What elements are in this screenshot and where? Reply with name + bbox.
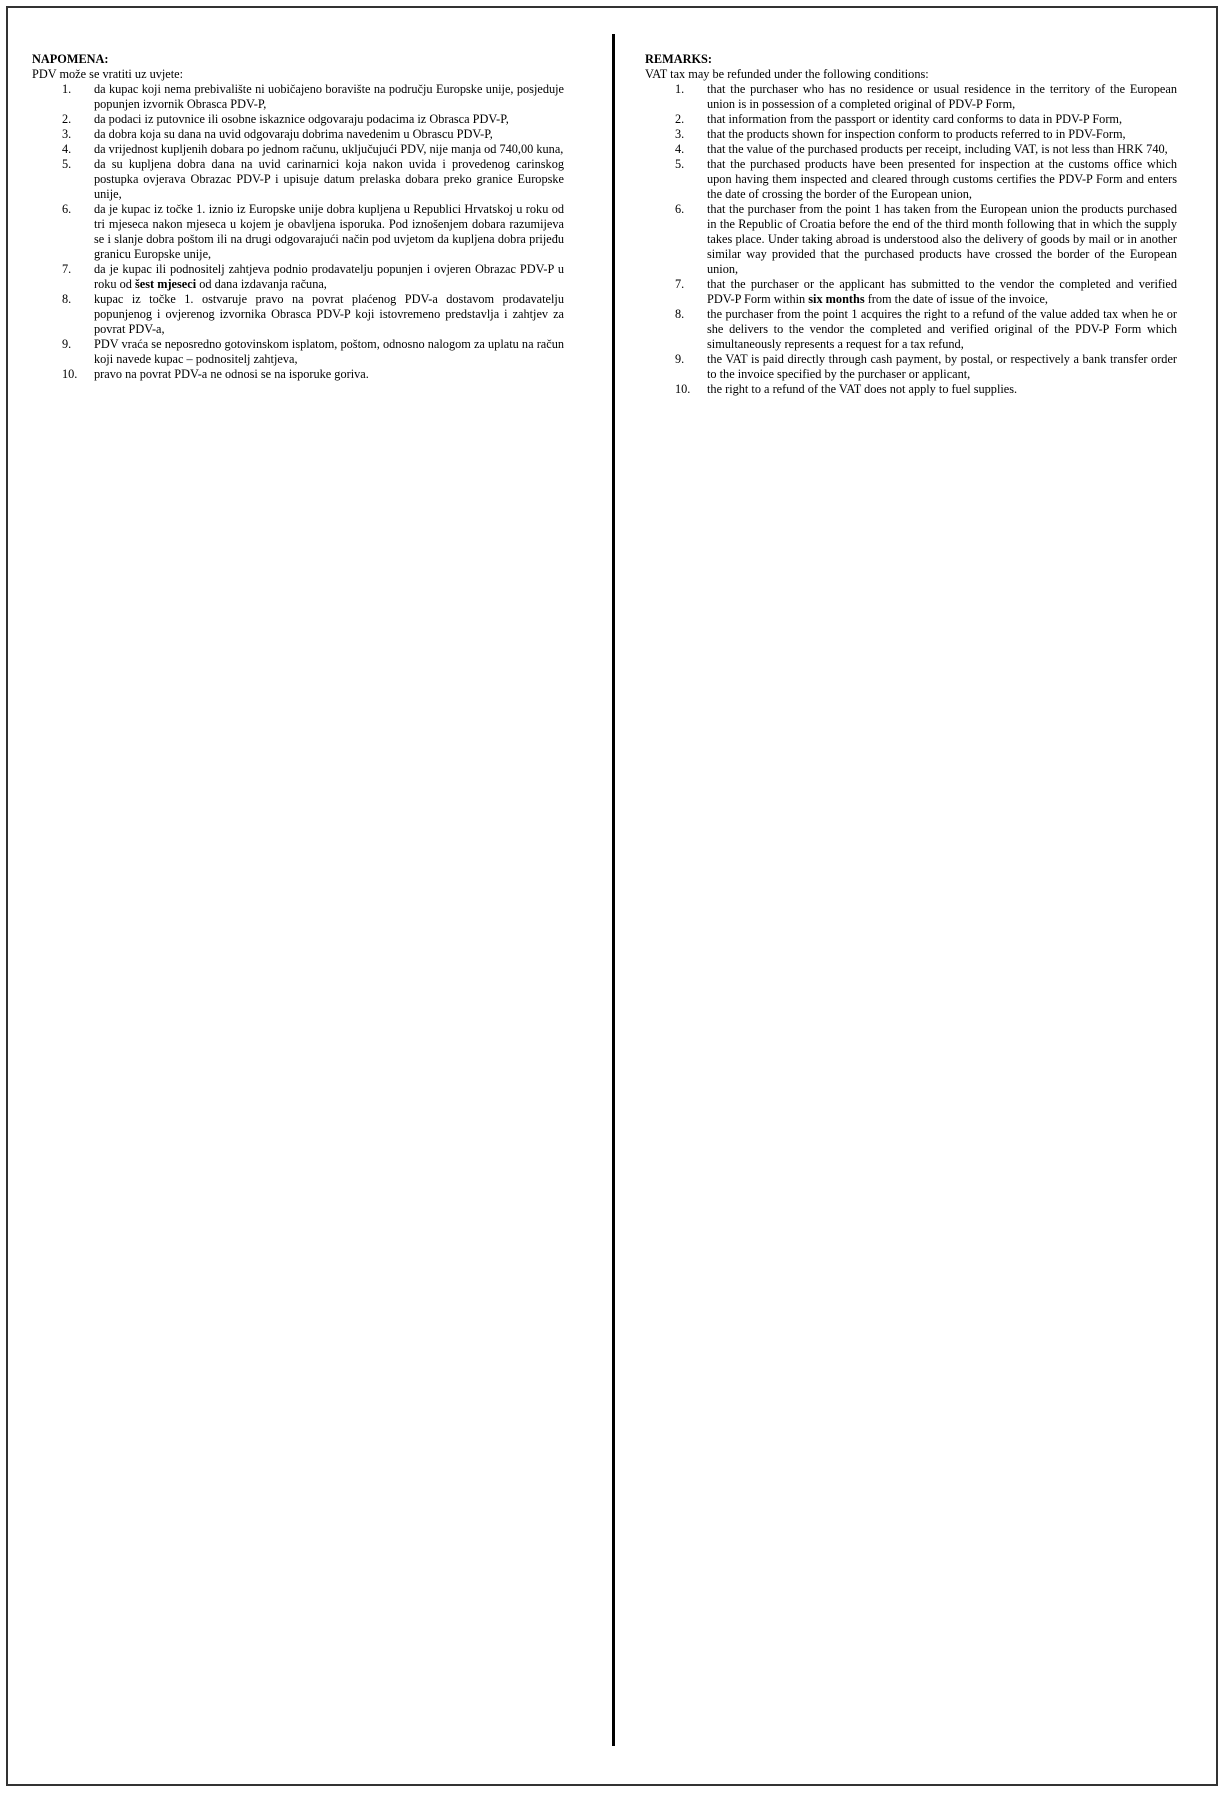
list-item	[32, 142, 564, 157]
deadline-bold: šest mjeseci	[135, 277, 197, 291]
item-number: 6.	[62, 202, 72, 216]
item-number: 2.	[675, 112, 685, 126]
item-number: 1.	[62, 82, 72, 96]
item-text	[94, 262, 564, 292]
croatian-remarks-column	[32, 52, 564, 382]
item-text-before: da je kupac ili podnositelj zahtjeva podnio prodavatelju popunjen i ovjeren Obrazac PDV-P u roku od	[94, 262, 564, 291]
column-divider	[612, 34, 615, 1746]
item-text: da dobra koja su dana na uvid odgovaraju dobrima navedenim u Obrascu PDV-P,	[94, 127, 493, 141]
column-intro: VAT tax may be refunded under the following conditions:	[645, 67, 929, 81]
item-number: 10.	[62, 367, 78, 381]
list-item	[645, 142, 1177, 157]
list-item	[32, 127, 564, 142]
item-text-after: od dana izdavanja računa,	[196, 277, 327, 291]
column-heading: REMARKS:	[645, 52, 712, 66]
list-item	[645, 352, 1177, 382]
item-text: kupac iz točke 1. ostvaruje pravo na povrat plaćenog PDV-a dostavom prodavatelju popunjenog i ovjerenog izvornika Obrasca PDV-P koji istovremeno predstavlja i zahtjev za povrat PDV-a,	[94, 292, 564, 336]
item-number: 8.	[62, 292, 72, 306]
item-text	[707, 277, 1177, 307]
item-text: da je kupac iz točke 1. iznio iz Europske unije dobra kupljena u Republici Hrvatskoj u roku od tri mjeseca nakon mjeseca u kojem je obavljena isporuka. Pod iznošenjem dobara razumijeva se i slanje dobra poštom ili na drugi odgovarajući način pod uvjetom da kupljena dobra prijeđu granicu Europske unije,	[94, 202, 564, 261]
column-intro: PDV može se vratiti uz uvjete:	[32, 67, 184, 81]
item-number: 8.	[675, 307, 685, 321]
list-item	[645, 307, 1177, 352]
item-number: 4.	[675, 142, 685, 156]
item-text: that information from the passport or identity card conforms to data in PDV-P Form,	[707, 112, 1123, 126]
list-item	[32, 157, 564, 202]
list-item	[645, 82, 1177, 112]
item-text: that the products shown for inspection conform to products referred to in PDV-Form,	[707, 127, 1126, 141]
item-text: PDV vraća se neposredno gotovinskom isplatom, poštom, odnosno nalogom za uplatu na račun koji navede kupac – podnositelj zahtjeva,	[94, 337, 564, 366]
item-text-before: that the purchaser or the applicant has submitted to the vendor the completed and verified PDV-P Form within	[707, 277, 1177, 306]
deadline-bold: six months	[808, 292, 865, 306]
list-item	[32, 202, 564, 262]
conditions-list	[32, 82, 564, 382]
item-number: 7.	[675, 277, 685, 291]
item-number: 10.	[675, 382, 691, 396]
item-number: 3.	[675, 127, 685, 141]
list-item	[645, 157, 1177, 202]
list-item	[32, 337, 564, 367]
item-number: 9.	[62, 337, 72, 351]
conditions-list	[645, 82, 1177, 397]
list-item	[645, 202, 1177, 277]
list-item	[32, 82, 564, 112]
item-text: the purchaser from the point 1 acquires the right to a refund of the value added tax when he or she delivers to the vendor the completed and verified original of the PDV-P Form which simultaneously represents a request for a tax refund,	[707, 307, 1177, 351]
item-number: 2.	[62, 112, 72, 126]
item-number: 3.	[62, 127, 72, 141]
item-text: that the purchaser who has no residence or usual residence in the territory of the European union is in possession of a completed original of PDV-P Form,	[707, 82, 1177, 111]
item-text: da podaci iz putovnice ili osobne iskaznice odgovaraju podacima iz Obrasca PDV-P,	[94, 112, 509, 126]
item-text: that the purchaser from the point 1 has taken from the European union the products purchased in the Republic of Croatia before the end of the third month following that in which the supply takes place. Under taking abroad is understood also the delivery of goods by mail or in another similar way provided that the purchased products have crossed the border of the European union,	[707, 202, 1177, 276]
item-number: 4.	[62, 142, 72, 156]
list-item	[645, 382, 1177, 397]
item-number: 6.	[675, 202, 685, 216]
item-text: da vrijednost kupljenih dobara po jednom računu, uključujući PDV, nije manja od 740,00 kuna,	[94, 142, 564, 156]
item-text-after: from the date of issue of the invoice,	[864, 292, 1048, 306]
item-number: 7.	[62, 262, 72, 276]
list-item	[645, 112, 1177, 127]
list-item	[32, 262, 564, 292]
item-text: that the value of the purchased products per receipt, including VAT, is not less than HRK 740,	[707, 142, 1168, 156]
list-item	[645, 127, 1177, 142]
item-text: da kupac koji nema prebivalište ni uobičajeno boravište na području Europske unije, posjeduje popunjen izvornik Obrasca PDV-P,	[94, 82, 564, 111]
item-number: 9.	[675, 352, 685, 366]
list-item	[32, 367, 564, 382]
item-text: that the purchased products have been presented for inspection at the customs office which upon having them inspected and cleared through customs certifies the PDV-P Form and enters the date of crossing the border of the European union,	[707, 157, 1177, 201]
item-number: 5.	[62, 157, 72, 171]
item-text: the right to a refund of the VAT does not apply to fuel supplies.	[707, 382, 1018, 396]
item-text: da su kupljena dobra dana na uvid carinarnici koja nakon uvida i provedenog carinskog postupka ovjerava Obrazac PDV-P i upisuje datum prelaska dobara preko granice Europske unije,	[94, 157, 564, 201]
list-item	[32, 292, 564, 337]
item-number: 1.	[675, 82, 685, 96]
item-text: pravo na povrat PDV-a ne odnosi se na isporuke goriva.	[94, 367, 369, 381]
item-text: the VAT is paid directly through cash payment, by postal, or respectively a bank transfer order to the invoice specified by the purchaser or applicant,	[707, 352, 1177, 381]
item-number: 5.	[675, 157, 685, 171]
english-remarks-column	[645, 52, 1177, 397]
list-item	[645, 277, 1177, 307]
list-item	[32, 112, 564, 127]
column-heading: NAPOMENA:	[32, 52, 109, 66]
